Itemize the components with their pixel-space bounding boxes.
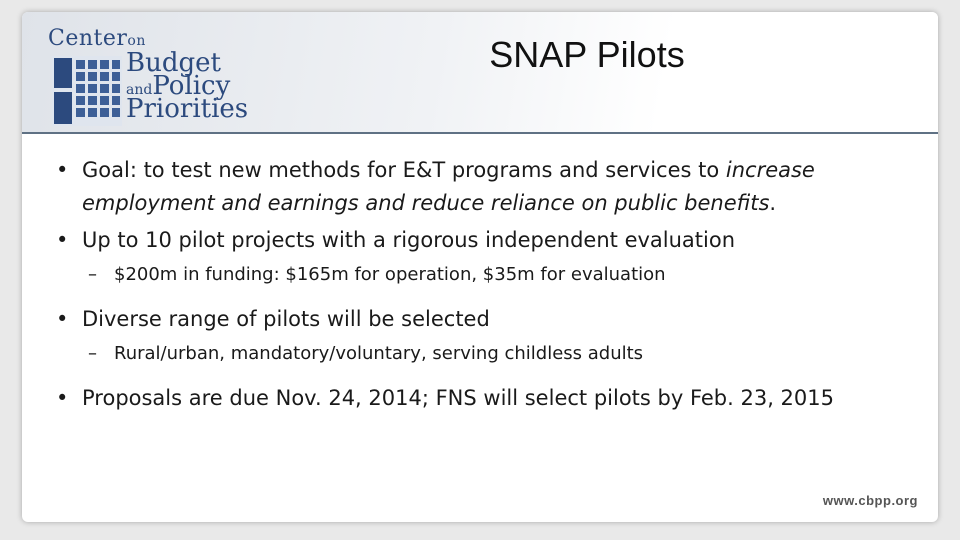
bullet-marker: • — [56, 228, 69, 252]
slide-body — [52, 154, 912, 419]
bullet-proposals — [52, 382, 912, 415]
bullet-pilot-projects-text: Up to 10 pilot projects with a rigorous independent evaluation — [82, 228, 736, 252]
bullet-marker: • — [56, 158, 69, 182]
logo-line1-small: on — [127, 33, 146, 49]
slide — [22, 12, 938, 522]
subbullet-funding — [52, 261, 912, 289]
bullet-marker: • — [56, 386, 69, 410]
logo-line1: Center — [48, 26, 128, 51]
subbullet-types — [52, 340, 912, 368]
subbullet-types-text: Rural/urban, mandatory/voluntary, serving childless adults — [114, 343, 644, 364]
bullet-goal-text: Goal: to test new methods for E&T programs and services to — [82, 158, 726, 182]
slide-header — [22, 12, 938, 134]
bullet-goal — [52, 154, 912, 220]
bullet-diverse-range-text: Diverse range of pilots will be selected — [82, 307, 490, 331]
bullet-goal-end: . — [769, 191, 777, 215]
subbullet-marker: – — [88, 264, 97, 285]
logo-grid-icon — [52, 56, 122, 126]
bullet-pilot-projects — [52, 224, 912, 257]
logo-line2: Budget — [126, 48, 221, 78]
bullet-marker: • — [56, 307, 69, 331]
bullet-diverse-range — [52, 303, 912, 336]
logo-line4: Priorities — [126, 94, 249, 124]
bullet-proposals-text: Proposals are due Nov. 24, 2014; FNS will select pilots by Feb. 23, 2015 — [82, 386, 834, 410]
slide-title: SNAP Pilots — [489, 34, 685, 75]
logo-line3-small: and — [126, 82, 153, 98]
subbullet-marker: – — [88, 343, 97, 364]
bullet-goal-italic: increase employment and earnings and reduce reliance on public benefits — [82, 158, 815, 215]
subbullet-funding-text: $200m in funding: $165m for operation, $35m for evaluation — [114, 264, 666, 285]
logo-line3: Policy — [152, 71, 231, 101]
footer-url: www.cbpp.org — [822, 493, 918, 508]
